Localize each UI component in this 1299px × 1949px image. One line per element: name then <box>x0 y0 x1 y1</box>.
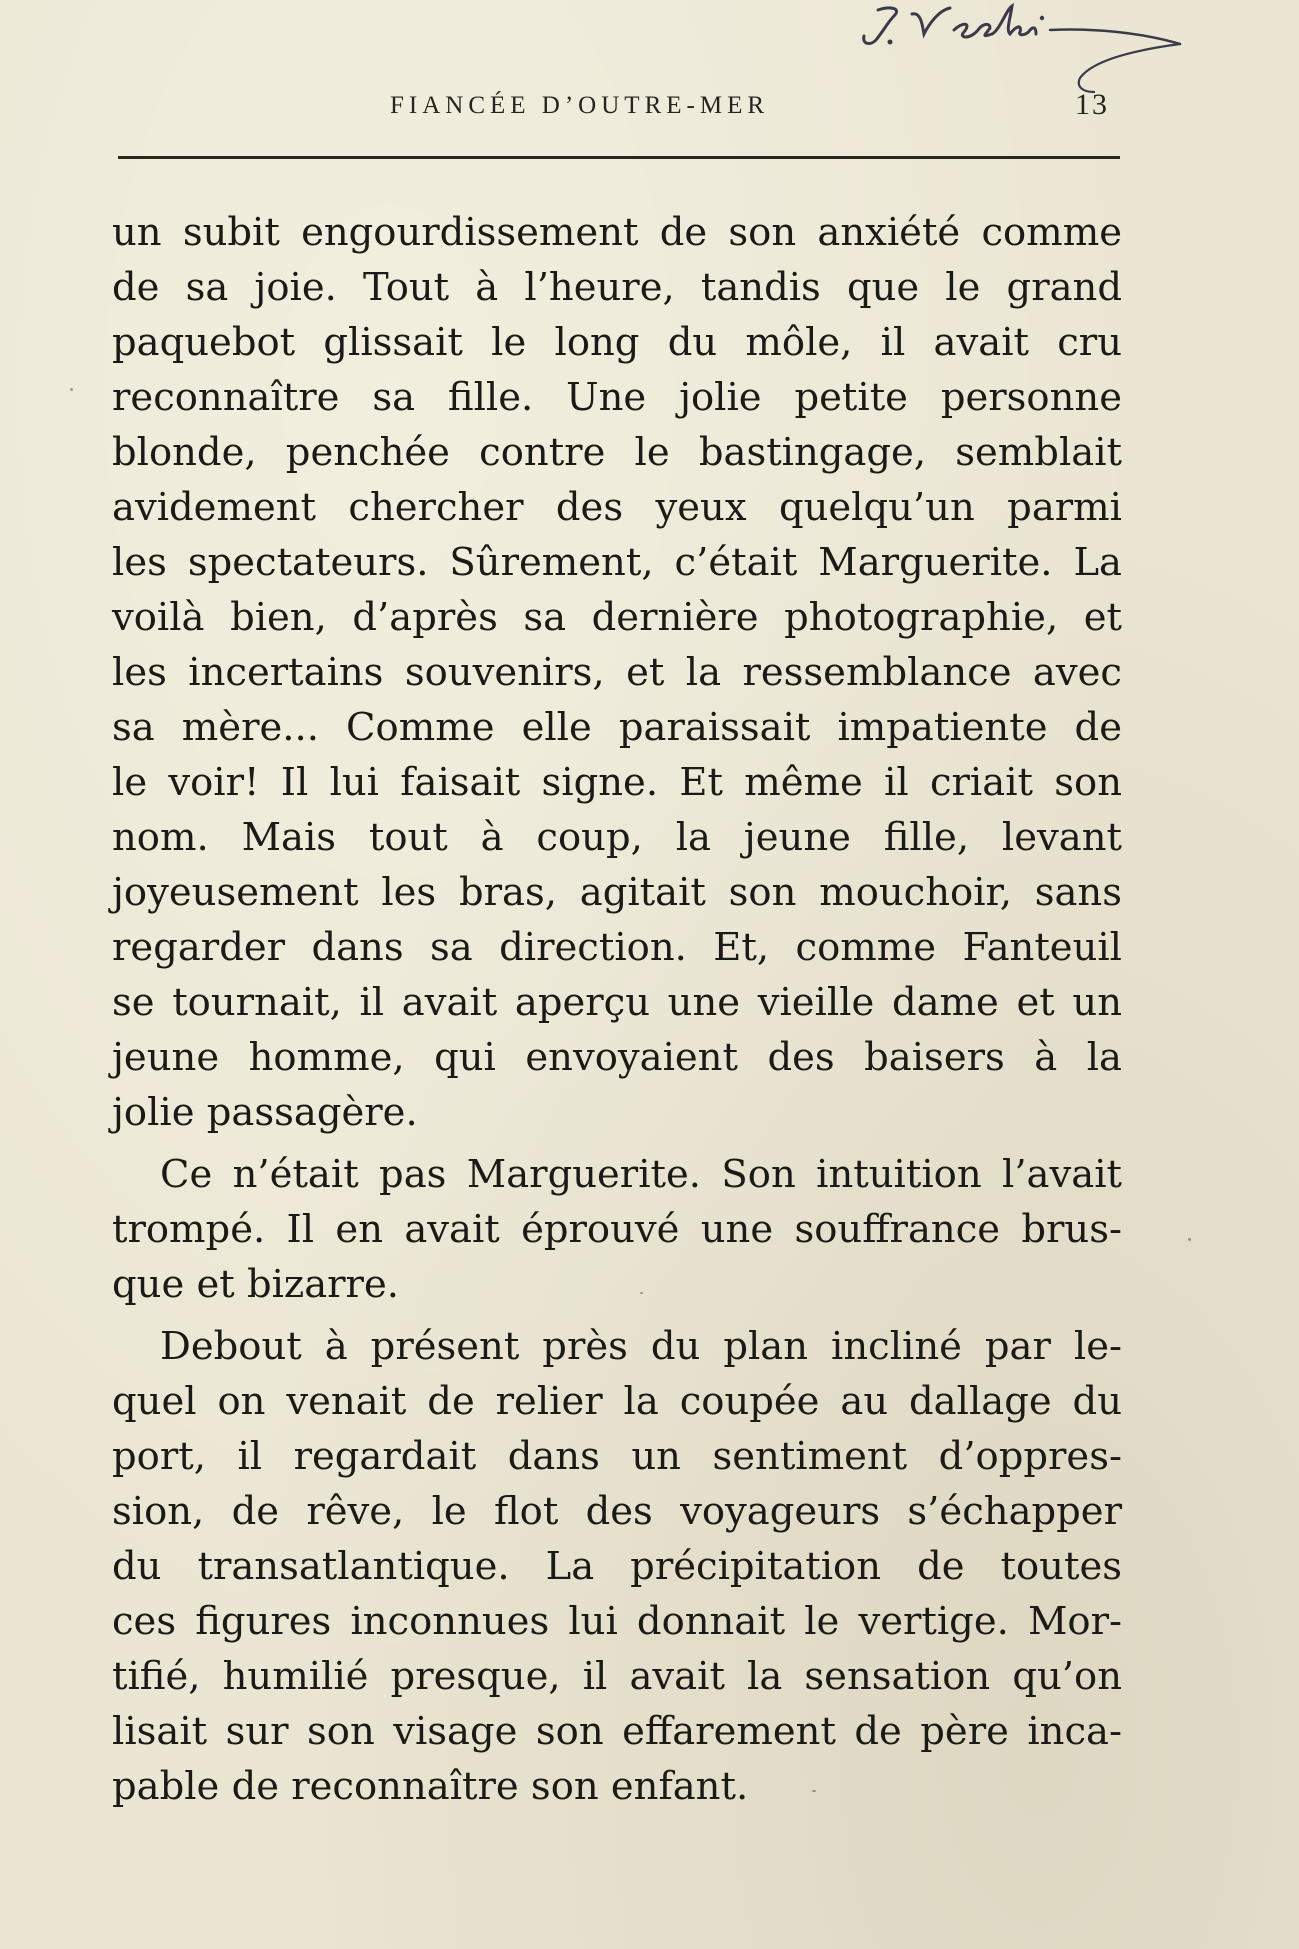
paragraph-2 <box>112 1147 1122 1312</box>
handwritten-signature <box>850 0 1250 100</box>
text-body <box>112 205 1122 1814</box>
text-line: lisait sur son visage son effarement de père inca- <box>112 1709 1122 1754</box>
text-line: de sa joie. Tout à l’heure, tandis que le grand <box>112 265 1122 310</box>
paper-speck <box>640 1292 643 1294</box>
text-line: jolie passagère. <box>112 1090 418 1135</box>
text-line: les incertains souvenirs, et la ressemblance avec <box>112 650 1122 695</box>
text-line: sion, de rêve, le flot des voyageurs s’échapper <box>112 1489 1122 1534</box>
text-line: ces figures inconnues lui donnait le vertige. Mor- <box>112 1599 1122 1644</box>
text-line: que et bizarre. <box>112 1262 399 1307</box>
text-line: un subit engourdissement de son anxiété comme <box>112 210 1122 255</box>
text-line: Ce n’était pas Marguerite. Son intuition l’avait <box>160 1152 1122 1197</box>
text-line: paquebot glissait le long du môle, il avait cru <box>112 320 1122 365</box>
text-line: quel on venait de relier la coupée au dallage du <box>112 1379 1122 1424</box>
text-line: se tournait, il avait aperçu une vieille dame et un <box>112 980 1122 1025</box>
text-line: port, il regardait dans un sentiment d’oppres- <box>112 1434 1122 1479</box>
paper-speck <box>1188 1238 1191 1241</box>
text-line: sa mère... Comme elle paraissait impatiente de <box>112 705 1122 750</box>
text-line: pable de reconnaître son enfant. <box>112 1764 749 1809</box>
paragraph-1 <box>112 205 1122 1140</box>
running-title: FIANCÉE D’OUTRE-MER <box>390 92 770 119</box>
text-line: reconnaître sa fille. Une jolie petite personne <box>112 375 1122 420</box>
text-line: nom. Mais tout à coup, la jeune fille, levant <box>112 815 1122 860</box>
text-line: joyeusement les bras, agitait son mouchoir, sans <box>112 870 1122 915</box>
text-line: tifié, humilié presque, il avait la sensation qu’on <box>112 1654 1122 1699</box>
paragraph-gap <box>112 1312 1122 1319</box>
text-line: blonde, penchée contre le bastingage, semblait <box>112 430 1122 475</box>
text-line: regarder dans sa direction. Et, comme Fanteuil <box>112 925 1122 970</box>
page-number: 13 <box>1075 88 1109 121</box>
text-line: trompé. Il en avait éprouvé une souffrance brus- <box>112 1207 1122 1252</box>
text-line: voilà bien, d’après sa dernière photographie, et <box>112 595 1122 640</box>
text-line: les spectateurs. Sûrement, c’était Marguerite. La <box>112 540 1122 585</box>
text-line: Debout à présent près du plan incliné par le- <box>160 1324 1122 1369</box>
text-line: le voir! Il lui faisait signe. Et même il criait son <box>112 760 1122 805</box>
paper-speck <box>70 388 73 391</box>
signature-drawing <box>850 0 1250 100</box>
text-line: jeune homme, qui envoyaient des baisers à la <box>112 1035 1122 1080</box>
header-rule <box>118 156 1120 159</box>
paragraph-3 <box>112 1319 1122 1814</box>
text-line: du transatlantique. La précipitation de toutes <box>112 1544 1122 1589</box>
paragraph-gap <box>112 1140 1122 1147</box>
text-line: avidement chercher des yeux quelqu’un parmi <box>112 485 1122 530</box>
paper-speck <box>812 1790 816 1792</box>
